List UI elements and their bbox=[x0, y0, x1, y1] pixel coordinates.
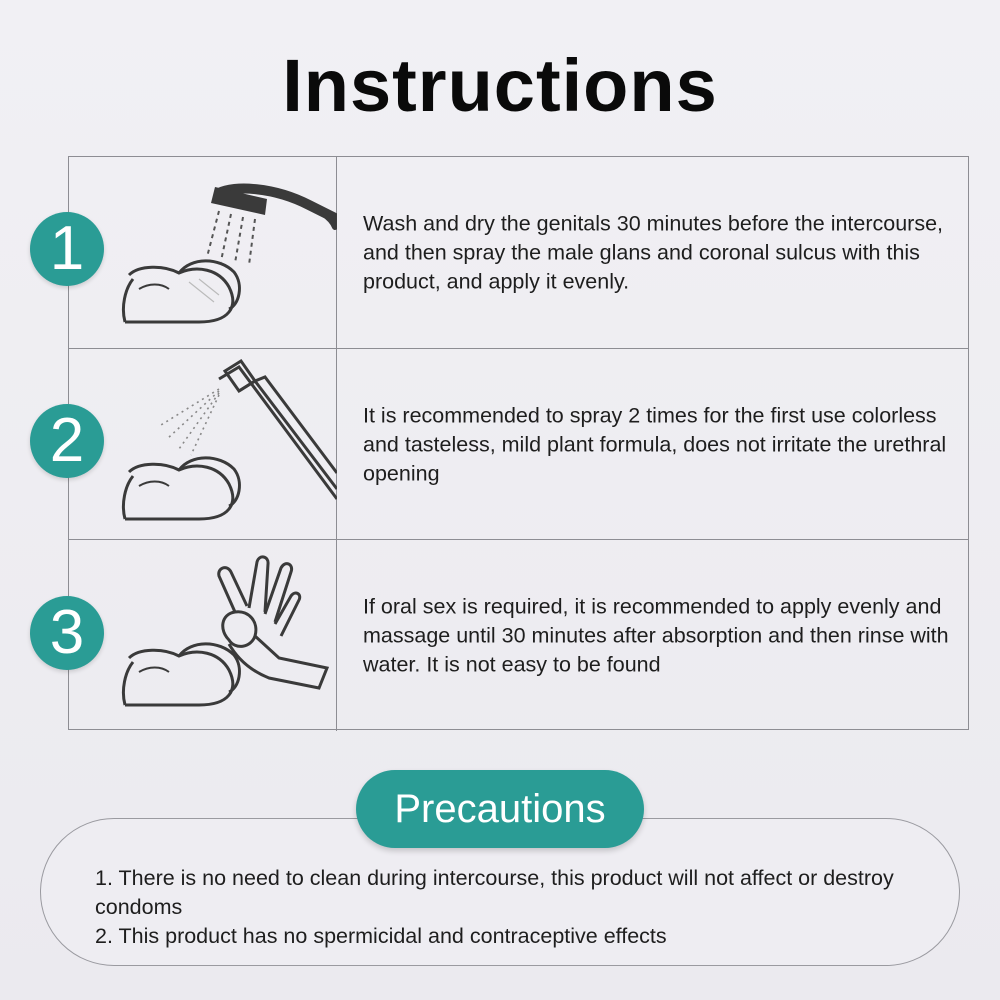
step-illustration-3 bbox=[69, 540, 337, 731]
precautions-heading: Precautions bbox=[356, 770, 644, 848]
step-row-1 bbox=[69, 157, 968, 348]
instructions-table bbox=[68, 156, 969, 730]
precaution-item: 2. This product has no spermicidal and contraceptive effects bbox=[95, 924, 667, 948]
precaution-item: 1. There is no need to clean during intercourse, this product will not affect or destroy condoms bbox=[95, 866, 894, 919]
step-text-1: Wash and dry the genitals 30 minutes before the intercourse, and then spray the male glans and coronal sulcus with this product, and apply it evenly. bbox=[363, 211, 944, 293]
spray-bottle-icon bbox=[69, 349, 337, 540]
precautions-list bbox=[95, 864, 915, 951]
shower-head-icon bbox=[69, 157, 337, 348]
step-number-2: 2 bbox=[30, 404, 104, 478]
step-illustration-2 bbox=[69, 349, 337, 540]
step-number-3: 3 bbox=[30, 596, 104, 670]
page-title: Instructions bbox=[282, 44, 718, 127]
step-row-2 bbox=[69, 348, 968, 540]
step-number-1: 1 bbox=[30, 212, 104, 286]
step-row-3 bbox=[69, 539, 968, 731]
step-text-3: If oral sex is required, it is recommended to apply evenly and massage until 30 minutes after absorption and then rinse with water. It is not easy to be found bbox=[363, 594, 949, 676]
hand-gesture-icon bbox=[69, 540, 337, 731]
step-illustration-1 bbox=[69, 157, 337, 348]
step-text-2: It is recommended to spray 2 times for the first use colorless and tasteless, mild plant formula, does not irritate the urethral opening bbox=[363, 403, 947, 485]
